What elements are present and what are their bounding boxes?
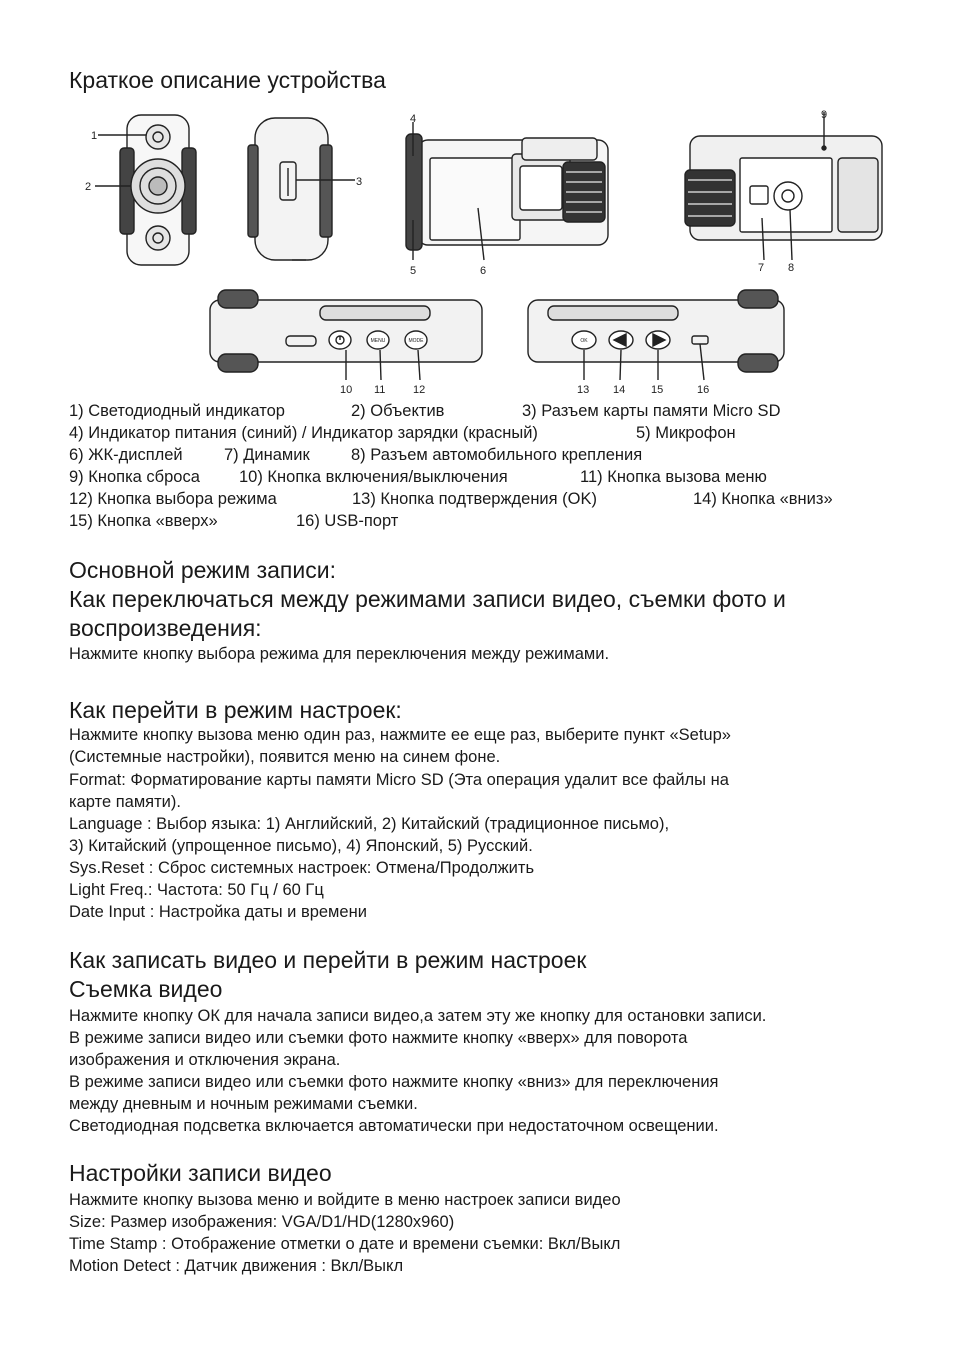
legend-item: 15) Кнопка «вверх» xyxy=(69,512,218,530)
callout-13: 13 xyxy=(577,384,590,396)
legend-item: 11) Кнопка вызова меню xyxy=(580,468,767,486)
settings-line: Language : Выбор языка: 1) Английский, 2) Китайский (традиционное письмо), xyxy=(69,815,670,833)
camera-back-view-icon xyxy=(685,112,882,260)
callout-8: 8 xyxy=(788,262,795,274)
legend-item: 1) Светодиодный индикатор xyxy=(69,402,285,420)
settings-line: Format: Форматирование карты памяти Micro SD (Эта операция удалит все файлы на xyxy=(69,771,729,789)
callout-11: 11 xyxy=(374,384,386,396)
callout-1: 1 xyxy=(91,130,98,142)
settings-line: Sys.Reset : Сброс системных настроек: Отмена/Продолжить xyxy=(69,859,535,877)
settings-line: 3) Китайский (упрощенное письмо), 4) Японский, 5) Русский. xyxy=(69,837,533,855)
video-recording-line: В режиме записи видео или съемки фото нажмите кнопку «вверх» для поворота xyxy=(69,1029,688,1047)
legend-item: 6) ЖК-дисплей xyxy=(69,446,183,464)
callout-10: 10 xyxy=(340,384,353,396)
settings-line: Date Input : Настройка даты и времени xyxy=(69,903,367,921)
basic-mode-subheading-cont: воспроизведения: xyxy=(69,615,262,641)
camera-side-view-icon xyxy=(248,118,355,260)
ok-button-label: OK xyxy=(580,338,588,344)
video-recording-line: изображения и отключения экрана. xyxy=(69,1051,341,1069)
video-settings-line: Нажмите кнопку вызова меню и войдите в меню настроек записи видео xyxy=(69,1191,621,1209)
callout-5: 5 xyxy=(410,265,417,277)
legend-item: 2) Объектив xyxy=(351,402,445,420)
page-title: Краткое описание устройства xyxy=(69,67,386,93)
legend-item: 16) USB-порт xyxy=(296,512,399,530)
callout-4: 4 xyxy=(410,113,417,125)
menu-button-label: MENU xyxy=(370,338,386,344)
video-recording-heading: Как записать видео и перейти в режим настроек xyxy=(69,947,587,973)
callout-6: 6 xyxy=(480,265,487,277)
settings-line: карте памяти). xyxy=(69,793,181,811)
camera-front-view-icon xyxy=(95,115,196,265)
video-settings-line: Motion Detect : Датчик движения : Вкл/Выкл xyxy=(69,1257,404,1275)
legend-item: 7) Динамик xyxy=(224,446,310,464)
legend-item: 4) Индикатор питания (синий) / Индикатор зарядки (красный) xyxy=(69,424,538,442)
video-recording-subheading: Съемка видео xyxy=(69,976,223,1002)
legend-item: 5) Микрофон xyxy=(636,424,736,442)
video-settings-line: Time Stamp : Отображение отметки о дате и времени съемки: Вкл/Выкл xyxy=(69,1235,621,1253)
device-illustration xyxy=(0,100,954,400)
callout-7: 7 xyxy=(758,262,765,274)
settings-line: (Системные настройки), появится меню на синем фоне. xyxy=(69,748,501,766)
video-recording-line: В режиме записи видео или съемки фото нажмите кнопку «вниз» для переключения xyxy=(69,1073,719,1091)
legend-item: 9) Кнопка сброса xyxy=(69,468,200,486)
camera-screen-view-icon xyxy=(406,122,608,260)
settings-heading: Как перейти в режим настроек: xyxy=(69,697,402,723)
video-recording-line: Нажмите кнопку ОК для начала записи видео,а затем эту же кнопку для остановки записи. xyxy=(69,1007,767,1025)
video-settings-heading: Настройки записи видео xyxy=(69,1160,332,1186)
legend-item: 12) Кнопка выбора режима xyxy=(69,490,277,508)
basic-mode-heading: Основной режим записи: xyxy=(69,557,336,583)
callout-14: 14 xyxy=(613,384,626,396)
mode-button-label: MODE xyxy=(408,338,424,344)
legend-item: 8) Разъем автомобильного крепления xyxy=(351,446,643,464)
legend-item: 14) Кнопка «вниз» xyxy=(693,490,833,508)
camera-bottom-view-icon xyxy=(210,290,482,380)
callout-16: 16 xyxy=(697,384,710,396)
callout-3: 3 xyxy=(356,176,363,188)
basic-mode-text: Нажмите кнопку выбора режима для переключения между режимами. xyxy=(69,645,610,663)
legend-item: 10) Кнопка включения/выключения xyxy=(239,468,508,486)
basic-mode-subheading: Как переключаться между режимами записи видео, съемки фото и xyxy=(69,586,786,612)
callout-2: 2 xyxy=(85,181,92,193)
camera-top-view-icon xyxy=(528,290,784,380)
video-settings-line: Size: Размер изображения: VGA/D1/HD(1280x960) xyxy=(69,1213,455,1231)
video-recording-line: Светодиодная подсветка включается автоматически при недостаточном освещении. xyxy=(69,1117,719,1135)
callout-12: 12 xyxy=(413,384,426,396)
legend-item: 13) Кнопка подтверждения (OK) xyxy=(352,490,597,508)
callout-15: 15 xyxy=(651,384,664,396)
video-recording-line: между дневным и ночным режимами съемки. xyxy=(69,1095,418,1113)
settings-line: Нажмите кнопку вызова меню один раз, нажмите ее еще раз, выберите пункт «Setup» xyxy=(69,726,731,744)
settings-line: Light Freq.: Частота: 50 Гц / 60 Гц xyxy=(69,881,324,899)
legend-item: 3) Разъем карты памяти Micro SD xyxy=(522,402,781,420)
callout-9: 9 xyxy=(821,109,828,121)
